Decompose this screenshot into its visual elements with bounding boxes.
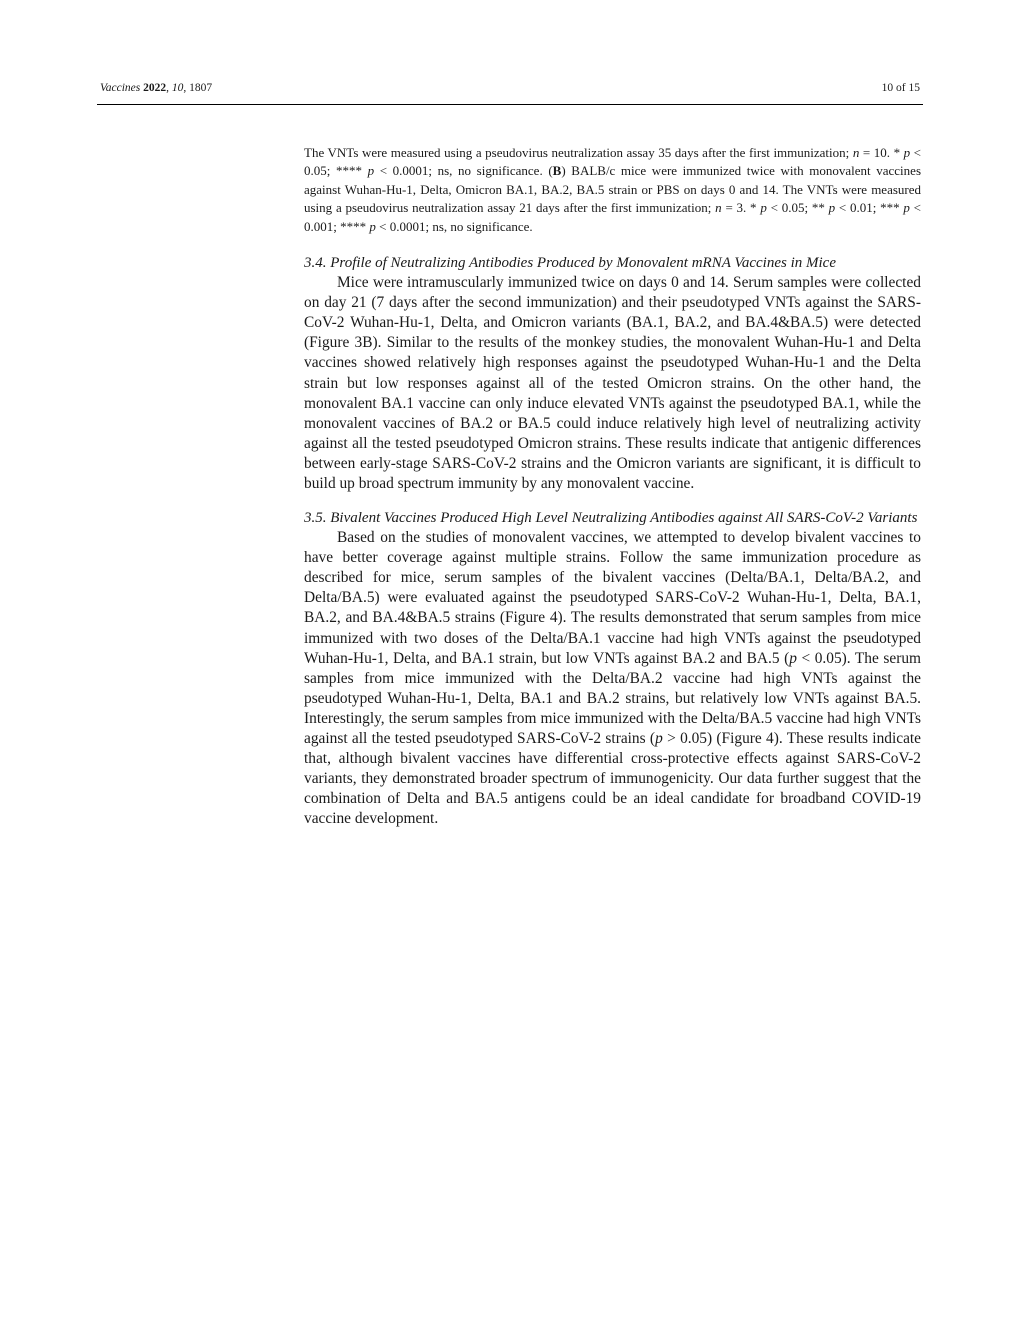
caption-p-var: p [369, 218, 376, 234]
caption-p-var: p [760, 200, 767, 216]
caption-p-var: p [903, 145, 911, 160]
caption-p-var: p [903, 200, 910, 216]
section-3-5-heading: 3.5. Bivalent Vaccines Produced High Level Neutralizing Antibodies against All SARS-CoV-2 Variants [304, 510, 918, 527]
p-value-var: p [789, 649, 797, 667]
caption-panel-label: B [552, 163, 562, 179]
journal-volume: 10 [171, 82, 184, 94]
paragraph-text: < 0.05). The serum samples from mice immunized with the Delta/BA.2 vaccine had high VNTs against the pseudotyped Wuhan-Hu-1, Delta, BA.1 and BA.2 strains, but relatively low VNTs against BA.5. Interestingly, the serum samples from mice immunized with the Delta/BA.5 vaccine had high VNTs against all the tested pseudotyped SARS-CoV-2 strains ( [304, 649, 921, 747]
paragraph-text: Based on the studies of monovalent vaccines, we attempted to develop bivalent vaccines to have better coverage against multiple strains. Follow the same immunization procedure as described for mice, serum samples of the bivalent vaccines (Delta/BA.1, Delta/BA.2, and Delta/BA.5) were evaluated against the pseudotyped SARS-CoV-2 Wuhan-Hu-1, Delta, BA.1, BA.2, and BA.4&BA.5 strains (Figure 4). The results demonstrated that serum samples from mice immunized with two doses of the Delta/BA.1 vaccine had high VNTs against the pseudotyped Wuhan-Hu-1, Delta, and BA.1 strain, but low VNTs against BA.2 and BA.5 ( [304, 529, 921, 667]
caption-n-var: n [852, 145, 860, 160]
section-3-4-heading: 3.4. Profile of Neutralizing Antibodies Produced by Monovalent mRNA Vaccines in Mice [304, 255, 836, 272]
p-value-var: p [655, 730, 663, 747]
page-number: 10 of 15 [881, 82, 920, 94]
article-number: 1807 [189, 82, 213, 94]
caption-text: < 0.05; ** [766, 200, 829, 216]
caption-text: < 0.01; *** [835, 200, 904, 216]
caption-text: < 0.05; **** [304, 145, 922, 179]
caption-p-var: p [367, 163, 375, 179]
caption-text: The VNTs were measured using a pseudovirus neutralization assay 35 days after the first immunization; [304, 145, 850, 160]
journal-name: Vaccines [100, 82, 141, 94]
caption-n-var: n [715, 200, 722, 216]
paragraph-text: > 0.05) (Figure 4). These results indicate that, although bivalent vaccines have differential cross-protective effects against SARS-CoV-2 variants, they demonstrated broader spectrum of immunogenicity. Our data further suggest that the combination of Delta and BA.5 antigens could be an ideal candidate for broadband COVID-19 vaccine development. [304, 730, 922, 828]
caption-p-var: p [828, 200, 836, 216]
journal-year: 2022 [143, 82, 167, 94]
caption-text: = 10. * [859, 145, 904, 160]
journal-citation: Vaccines 2022, 10, 1807 [100, 82, 213, 94]
caption-text: < 0.0001; ns, no significance. ( [374, 163, 553, 179]
page-header [97, 80, 923, 105]
figure-caption-continued [304, 144, 921, 236]
page-body [304, 144, 921, 829]
section-3-5-paragraph [304, 528, 921, 829]
caption-text: ) BALB/c mice were immunized twice with monovalent vaccines against Wuhan-Hu-1, Delta, Omicron BA.1, BA.2, BA.5 strain or PBS on days 0 and 14. The VNTs were measured using a pseudovirus neutralization assay 21 days after the first immunization; [304, 163, 921, 216]
caption-text: = 3. * [721, 200, 761, 216]
caption-text: < 0.0001; ns, no significance. [375, 218, 533, 234]
section-3-4-paragraph: Mice were intramuscularly immunized twice on days 0 and 14. Serum samples were collected on day 21 (7 days after the second immunization) and their pseudotyped VNTs against the SARS-CoV-2 Wuhan-Hu-1, Delta, and Omicron variants (BA.1, BA.2, and BA.4&BA.5) were detected (Figure 3B). Similar to the results of the monkey studies, the monovalent Wuhan-Hu-1 and Delta vaccines showed relatively high responses against the pseudotyped Wuhan-Hu-1 and the Delta strain but low responses against all of the tested Omicron strains. On the other hand, the monovalent BA.1 vaccine can only induce elevated VNTs against the pseudotyped BA.1, while the monovalent vaccines of BA.2 or BA.5 could induce relatively high level of neutralizing activity against all the tested pseudotyped Omicron strains. These results indicate that antigenic differences between early-stage SARS-CoV-2 strains and the Omicron variants are significant, it is difficult to build up broad spectrum immunity by any monovalent vaccine. [304, 274, 921, 492]
caption-text: < 0.001; **** [304, 200, 922, 234]
